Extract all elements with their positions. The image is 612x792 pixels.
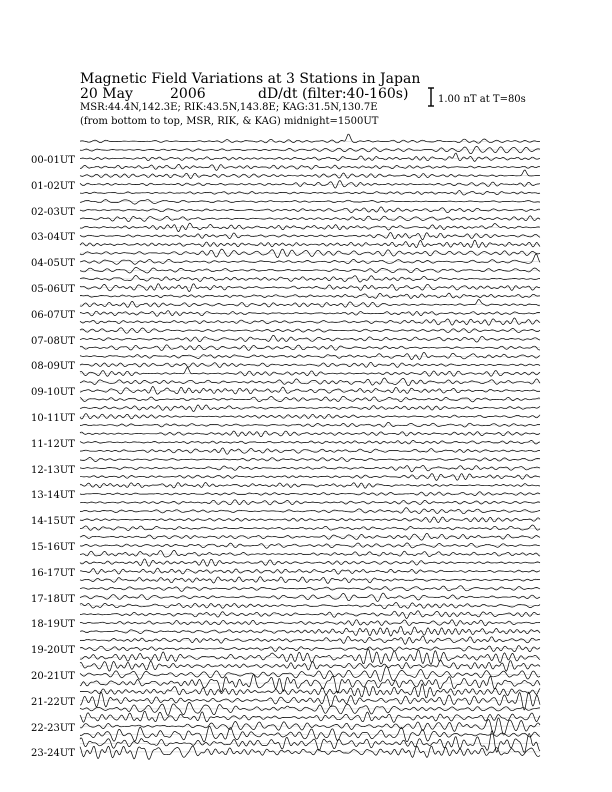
trace-kag [80, 368, 540, 377]
trace-kag [80, 240, 540, 247]
trace-rik [80, 170, 540, 179]
trace-msr [80, 387, 540, 395]
trace-msr [80, 311, 540, 317]
trace-kag [80, 649, 540, 665]
row-label: 08-09UT [31, 361, 75, 373]
trace-kag [80, 164, 540, 170]
row-label: 14-15UT [31, 516, 75, 528]
trace-msr [80, 153, 540, 161]
chart-component: dD/dt (filter:40-160s) [258, 86, 409, 102]
row-label: 10-11UT [31, 412, 75, 424]
row-label: 05-06UT [31, 283, 75, 295]
trace-rik [80, 508, 540, 514]
row-label: 11-12UT [31, 438, 75, 450]
row-label: 22-23UT [31, 722, 75, 734]
trace-kag [80, 134, 540, 143]
chart-year: 2006 [170, 86, 206, 102]
row-label: 07-08UT [31, 335, 75, 347]
trace-kag [80, 626, 540, 636]
trace-kag [80, 550, 540, 557]
trace-kag [80, 726, 540, 742]
trace-rik [80, 730, 540, 752]
trace-kag [80, 422, 540, 427]
trace-rik [80, 684, 540, 698]
trace-msr [80, 233, 540, 240]
row-label: 03-04UT [31, 232, 75, 244]
trace-kag [80, 525, 540, 531]
row-label: 00-01UT [31, 154, 75, 166]
trace-msr [80, 335, 540, 342]
chart-title: Magnetic Field Variations at 3 Stations in Japan [80, 71, 421, 87]
trace-kag [80, 474, 540, 481]
scale-bar [428, 88, 434, 106]
trace-msr [80, 284, 540, 292]
trace-rik [80, 378, 540, 386]
row-label: 04-05UT [31, 258, 75, 270]
trace-rik [80, 249, 540, 258]
row-label: 09-10UT [31, 387, 75, 399]
station-order-note: (from bottom to top, MSR, RIK, & KAG) midnight=1500UT [80, 116, 379, 127]
row-label: 21-22UT [31, 696, 75, 708]
row-label: 19-20UT [31, 645, 75, 657]
trace-rik [80, 405, 540, 412]
trace-rik [80, 611, 540, 619]
row-label: 17-18UT [31, 593, 75, 605]
scale-bar-label: 1.00 nT at T=80s [438, 94, 526, 105]
row-label: 20-21UT [31, 670, 75, 682]
row-label: 23-24UT [31, 748, 75, 760]
trace-msr [80, 207, 540, 213]
row-label: 15-16UT [31, 541, 75, 553]
trace-msr [80, 746, 540, 760]
row-label: 02-03UT [31, 206, 75, 218]
trace-rik [80, 352, 540, 359]
row-label: 12-13UT [31, 464, 75, 476]
row-label: 18-19UT [31, 619, 75, 631]
trace-msr [80, 692, 540, 710]
row-label: 06-07UT [31, 309, 75, 321]
trace-kag [80, 318, 540, 325]
trace-kag [80, 293, 540, 298]
row-label: 13-14UT [31, 490, 75, 502]
trace-rik [80, 711, 540, 722]
trace-kag [80, 448, 540, 454]
row-label: 01-02UT [31, 180, 75, 192]
trace-msr [80, 254, 540, 264]
trace-rik [80, 200, 540, 205]
trace-msr [80, 466, 540, 472]
station-coordinates: MSR:44.4N,142.3E; RIK:43.5N,143.8E; KAG:31.5N,130.7E [80, 102, 378, 113]
row-label: 16-17UT [31, 567, 75, 579]
chart-date: 20 May [80, 86, 133, 102]
trace-rik [80, 299, 540, 307]
